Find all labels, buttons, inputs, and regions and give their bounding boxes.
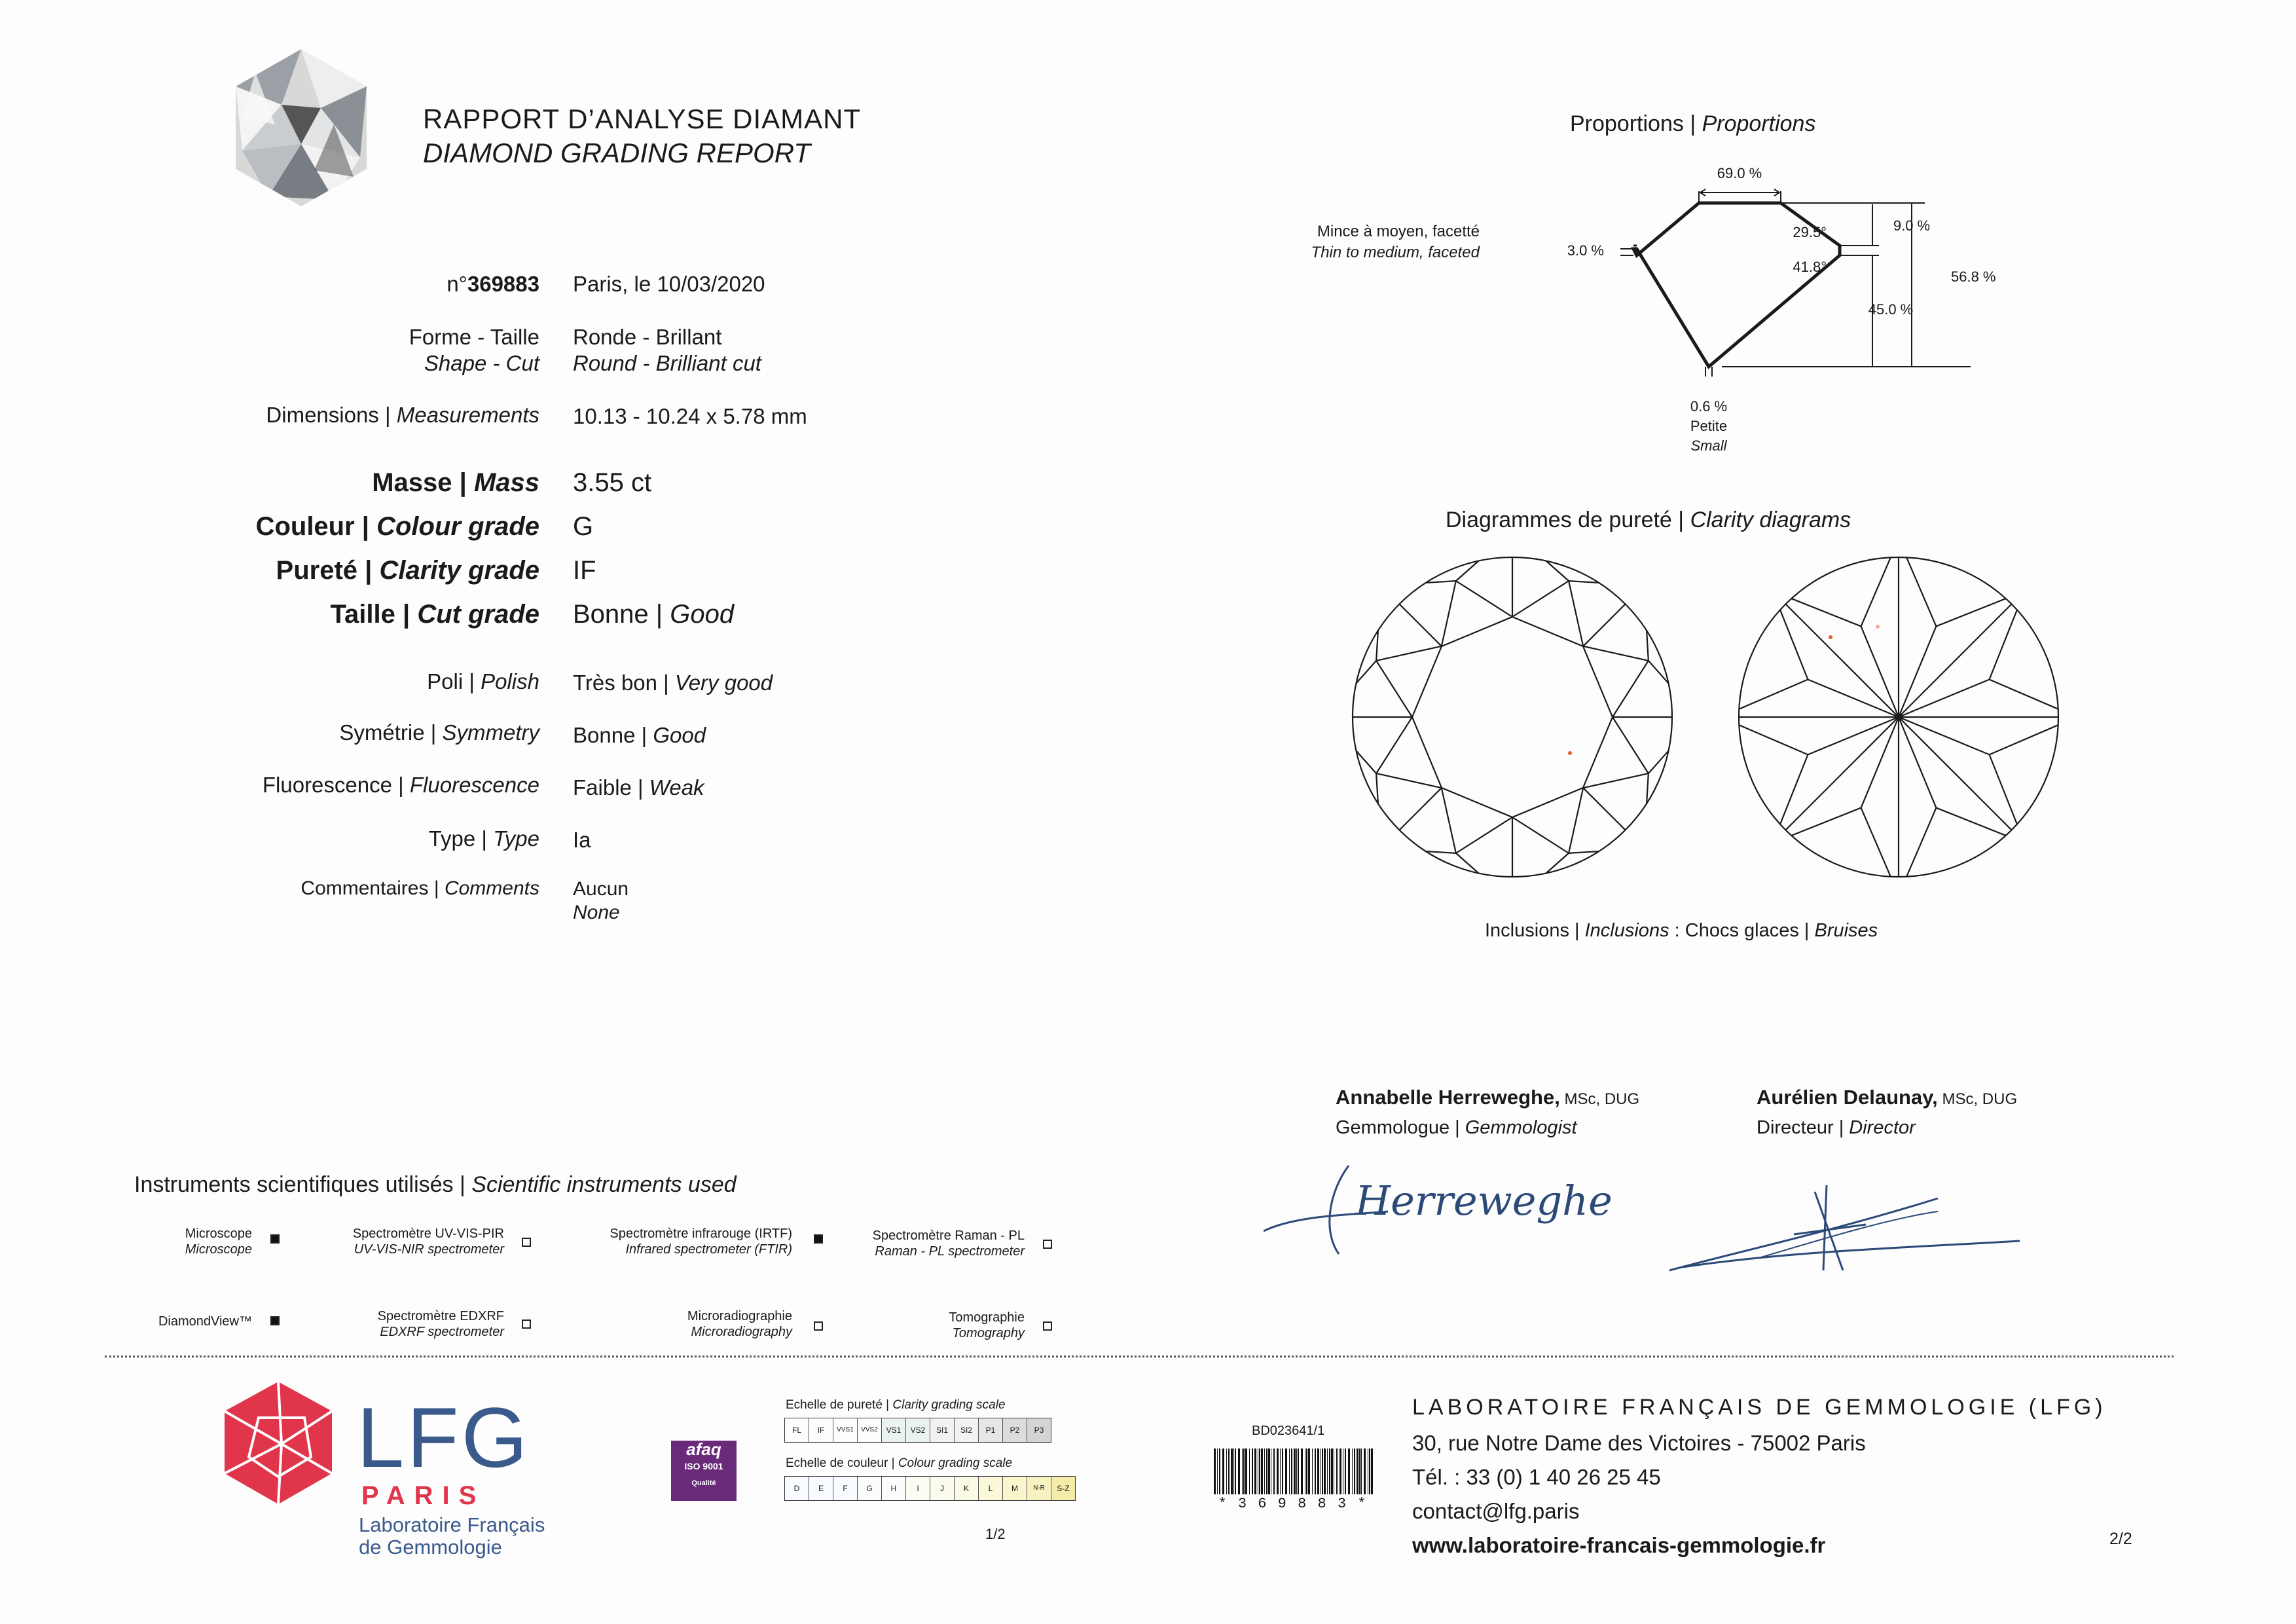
barcode-bar [1219,1449,1220,1494]
mass-value: 3.55 ct [573,468,652,497]
lab-address: 30, rue Notre Dame des Victoires - 75002 Paris [1412,1431,1866,1455]
pavilion-main-line [1899,604,2012,717]
barcode-bar [1277,1449,1279,1494]
colour-scale-cell: J [930,1477,955,1500]
instrument-tomography: Tomographie Tomography [949,1310,1025,1340]
crown-view-diagram [1349,553,1676,881]
crown-facet-line [1512,581,1569,617]
barcode-bar [1345,1449,1346,1494]
barcode-bar [1336,1449,1338,1494]
crown-facet-line [1569,581,1583,646]
symmetry-value: Bonne | Good [573,723,706,747]
report-date: Paris, le 10/03/2020 [573,272,765,296]
comments-label: Commentaires | Comments [301,877,539,899]
crown-facet-line [1426,581,1456,583]
lab-contact [1412,1426,1866,1562]
signature-1 [1257,1153,1613,1270]
colour-scale-cell: L [979,1477,1003,1500]
inclusions-line: Inclusions | Inclusions : Chocs glaces | Bruises [1485,920,1878,941]
crown-facet-line [1442,581,1456,646]
afaq-iso-badge: afaq ISO 9001 Qualité [671,1441,737,1501]
page-number-right: 2/2 [2109,1530,2132,1548]
crown-facet-line [1399,604,1441,646]
clarity-scale-label: Echelle de pureté | Clarity grading scale [786,1398,1006,1412]
crown-facet-line [1399,788,1441,830]
barcode-bar [1243,1449,1245,1494]
clarity-label: Pureté | Clarity grade [276,556,539,585]
barcode-bar [1268,1449,1270,1494]
proportions-diagram [1506,157,2062,471]
clarity-scale [784,1418,1051,1443]
crown-facet-line [1583,788,1625,830]
culet-en: Small [1690,437,1727,454]
colour-value: G [573,512,594,541]
signature-1-text: Herreweghe [1355,1177,1613,1225]
instrument-uv-vis-nir: Spectromètre UV-VIS-PIR UV-VIS-NIR spectrometer [352,1227,504,1257]
colour-scale-cell: N-R [1027,1477,1051,1500]
type-value: Ia [573,828,591,852]
culet-fr: Petite [1690,418,1728,434]
pavilion-half-line [1936,808,2005,836]
polish-label: Poli | Polish [427,669,539,693]
polish-value: Très bon | Very good [573,671,773,695]
pavilion-half-line [1906,557,1936,626]
clarity-scale-cell: VVS2 [858,1418,882,1442]
clarity-value: IF [573,556,596,585]
clarity-scale-cell: VS2 [906,1418,930,1442]
barcode-bar [1360,1449,1362,1494]
signatory-1: Annabelle Herreweghe, MSc, DUG Gemmologue | Gemmologist [1336,1086,1640,1138]
girdle-percent: 3.0 % [1567,242,1604,259]
pavilion-main-line [1899,717,2012,830]
barcode-bar [1261,1449,1263,1494]
pavilion-half-line [1936,599,2005,626]
lfg-logo-text: LFG [357,1390,530,1485]
barcode-bar [1329,1449,1330,1494]
pavilion-half-line [1739,725,1808,754]
barcode-bar [1371,1449,1373,1494]
barcode-bar [1238,1449,1240,1494]
instrument-raman: Spectromètre Raman - PL Raman - PL spectrometer [872,1228,1025,1259]
colour-scale-cell: H [882,1477,906,1500]
instrument-microscope-checkbox[interactable] [270,1234,280,1244]
lfg-logo-tagline: Laboratoire Français de Gemmologie [359,1513,545,1559]
report-number: n°369883 [446,272,539,296]
report-title-en: DIAMOND GRADING REPORT [423,138,811,168]
barcode-bar [1359,1449,1360,1494]
barcode-bar [1306,1449,1307,1494]
barcode-bar [1296,1449,1297,1494]
cut-value: Bonne | Good [573,600,735,629]
barcode-bar [1217,1449,1218,1494]
barcode-bar [1348,1449,1350,1494]
barcode-bar [1280,1449,1281,1494]
pavilion-view-diagram [1735,553,2062,881]
crown-facet-line [1583,773,1649,788]
barcode-bar [1298,1449,1299,1494]
colour-scale-cell: I [906,1477,930,1500]
pavilion-half-line [1861,557,1891,626]
fluorescence-label: Fluorescence | Fluorescence [262,773,539,797]
pavilion-half-line [1861,808,1891,877]
instrument-microradiography-checkbox[interactable] [814,1321,823,1331]
cut-label: Taille | Cut grade [330,600,539,629]
pavilion-half-line [1780,754,1808,824]
barcode-bar [1242,1449,1243,1494]
instrument-microradiography: Microradiographie Microradiography [687,1309,792,1339]
culet-percent: 0.6 % [1690,398,1728,415]
lab-website[interactable]: www.laboratoire-francais-gemmologie.fr [1412,1533,1826,1557]
instrument-diamondview: DiamondView™ [158,1314,252,1329]
barcode-bar [1264,1449,1265,1494]
crown-facet-line [1456,817,1512,853]
barcode-bar [1226,1449,1227,1494]
clarity-scale-cell: FL [785,1418,809,1442]
barcode-bar [1331,1449,1333,1494]
crown-facet-line [1376,773,1442,788]
instrument-tomography-checkbox[interactable] [1043,1321,1052,1331]
barcode-bar [1291,1449,1292,1494]
symmetry-label: Symétrie | Symmetry [339,720,539,745]
barcode-bar [1254,1449,1256,1494]
dimensions-label: Dimensions | Measurements [266,403,539,427]
report-title-fr: RAPPORT D’ANALYSE DIAMANT [423,103,862,134]
barcode-bar [1259,1449,1260,1494]
crown-facet-line [1442,788,1456,853]
barcode-bar [1249,1449,1250,1494]
barcode-bar [1289,1449,1290,1494]
barcode-bar [1364,1449,1366,1494]
pavilion-half-line [1780,610,1808,679]
clarity-scale-cell: IF [809,1418,833,1442]
barcode-bar [1301,1449,1303,1494]
crown-facet-line [1376,661,1412,717]
crown-facet-line [1569,581,1599,583]
clarity-scale-cell: VVS1 [833,1418,858,1442]
colour-scale-cell: M [1003,1477,1027,1500]
pavilion-half-line [1990,754,2017,824]
crown-facet-line [1647,773,1649,803]
crown-facet-line [1376,646,1442,661]
clarity-scale-cell: VS1 [882,1418,906,1442]
signatory-2: Aurélien Delaunay, MSc, DUG Directeur | Director [1757,1086,2018,1138]
crown-facet-line [1376,631,1378,661]
barcode [1212,1449,1373,1494]
pavilion-half-line [1990,610,2017,679]
crown-angle: 29.5° [1793,224,1827,240]
shape-value: Ronde - Brillant Round - Brilliant cut [573,325,761,375]
footer-divider [105,1356,2174,1357]
barcode-bar [1354,1449,1355,1494]
crown-facet-line [1456,581,1512,617]
crown-facet-line [1569,788,1583,853]
pavilion-main-line [1785,604,1899,717]
barcode-bar [1312,1449,1313,1494]
barcode-bar [1222,1449,1224,1494]
barcode-bar [1352,1449,1353,1494]
crown-facet-line [1512,817,1569,853]
table-percent: 69.0 % [1717,165,1762,181]
crown-facet-line [1613,717,1649,773]
barcode-bar [1285,1449,1287,1494]
lfg-logo-icon [219,1378,337,1509]
pavilion-depth: 45.0 % [1868,301,1914,318]
colour-label: Couleur | Colour grade [255,512,539,541]
barcode-bar [1252,1449,1253,1494]
crown-facet-line [1376,717,1412,773]
diamond-hexagon-icon [229,46,373,210]
lab-email[interactable]: contact@lfg.paris [1412,1499,1580,1523]
pavilion-half-line [1791,808,1861,836]
barcode-bar [1339,1449,1341,1494]
colour-scale-cell: D [785,1477,809,1500]
total-depth: 56.8 % [1951,268,1996,285]
signature-2 [1663,1172,2030,1290]
pavilion-half-line [1990,680,2058,709]
barcode-bar [1294,1449,1296,1494]
crown-facet-line [1583,604,1625,646]
instrument-ftir: Spectromètre infrarouge (IRTF) Infrared spectrometer (FTIR) [610,1227,792,1257]
instrument-diamondview-checkbox[interactable] [270,1316,280,1325]
barcode-bar [1322,1449,1323,1494]
instrument-raman-checkbox[interactable] [1043,1240,1052,1249]
colour-scale-cell: G [858,1477,882,1500]
barcode-bar [1327,1449,1328,1494]
pavilion-half-line [1990,725,2058,754]
colour-scale-cell: F [833,1477,858,1500]
barcode-bar [1214,1449,1216,1494]
colour-scale-cell: K [955,1477,979,1500]
barcode-bar [1266,1449,1267,1494]
barcode-bar [1369,1449,1370,1494]
lfg-logo-paris: PARIS [361,1481,486,1510]
crown-facet-line [1376,773,1378,803]
instrument-edxrf: Spectromètre EDXRF EDXRF spectrometer [377,1309,504,1339]
instrument-microscope: Microscope Microscope [185,1227,252,1257]
instruments-title: Instruments scientifiques utilisés | Scientific instruments used [134,1172,737,1197]
mass-label: Masse | Mass [372,468,539,497]
crown-height: 9.0 % [1893,217,1931,234]
barcode-bar [1282,1449,1283,1494]
proportions-title: Proportions | Proportions [1570,111,1816,136]
colour-scale-cell: E [809,1477,833,1500]
comments-value: Aucun None [573,878,629,923]
page-number-left: 1/2 [985,1526,1006,1542]
girdle-description: Mince à moyen, facetté Thin to medium, faceted [1311,223,1480,261]
clarity-scale-cell: P2 [1003,1418,1027,1442]
type-label: Type | Type [428,826,539,851]
pavilion-half-line [1906,808,1936,877]
barcode-bar [1235,1449,1236,1494]
pavilion-main-line [1785,717,1899,830]
pavilion-angle: 41.8° [1793,259,1827,275]
barcode-bar [1324,1449,1326,1494]
colour-scale-label: Echelle de couleur | Colour grading scale [786,1456,1013,1470]
colour-scale-cell: S-Z [1051,1477,1075,1500]
pavilion-half-line [1739,680,1808,709]
shape-label: Forme - Taille Shape - Cut [409,325,539,375]
clarity-scale-cell: SI2 [955,1418,979,1442]
crown-facet-line [1569,851,1599,853]
crown-facet-line [1426,851,1456,853]
barcode-bar [1245,1449,1247,1494]
barcode-id: BD023641/1 [1252,1424,1325,1438]
fluorescence-value: Faible | Weak [573,775,704,800]
barcode-number: * 3 6 9 8 8 3 * [1218,1496,1368,1512]
barcode-bar [1273,1449,1275,1494]
barcode-bar [1308,1449,1310,1494]
barcode-bar [1233,1449,1234,1494]
barcode-bar [1228,1449,1230,1494]
clarity-scale-cell: P3 [1027,1418,1051,1442]
clarity-scale-cell: SI1 [930,1418,955,1442]
barcode-bar [1357,1449,1358,1494]
pavilion-half-line [1791,599,1861,626]
barcode-bar [1317,1449,1319,1494]
clarity-diagrams-title: Diagrammes de pureté | Clarity diagrams [1446,507,1851,532]
instrument-ftir-checkbox[interactable] [814,1234,823,1244]
lab-name: LABORATOIRE FRANÇAIS DE GEMMOLOGIE (LFG) [1412,1395,2107,1420]
barcode-bar [1231,1449,1233,1494]
colour-scale [784,1476,1076,1501]
barcode-bar [1315,1449,1316,1494]
clarity-scale-cell: P1 [979,1418,1003,1442]
crown-facet-line [1583,646,1649,661]
lab-phone: Tél. : 33 (0) 1 40 26 25 45 [1412,1465,1661,1489]
dimensions-value: 10.13 - 10.24 x 5.78 mm [573,404,807,428]
instrument-uv-vis-nir-checkbox[interactable] [522,1238,531,1247]
instrument-edxrf-checkbox[interactable] [522,1320,531,1329]
crown-facet-line [1647,631,1649,661]
crown-facet-line [1613,661,1649,717]
